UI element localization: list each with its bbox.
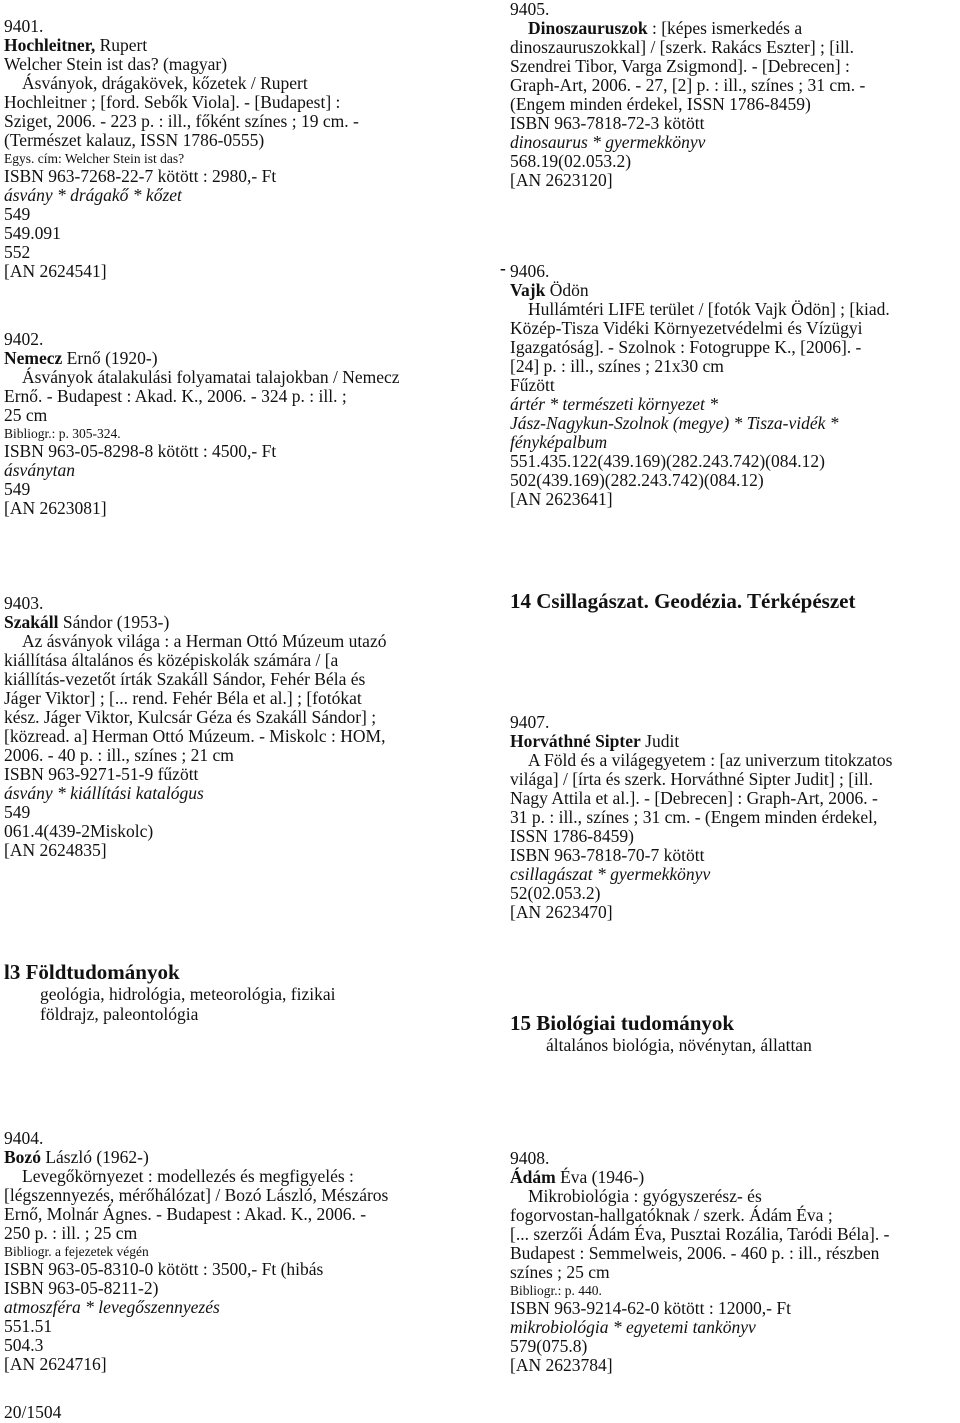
entry-title: Ásványok átalakulási folyamatai talajokban / Nemecz: [22, 367, 400, 387]
entry-author: [510, 281, 890, 300]
entry-isbn: ISBN 963-7268-22-7 kötött : 2980,- Ft: [4, 166, 277, 186]
entry-note: Egys. cím: Welcher Stein ist das?: [4, 151, 185, 166]
entry-title: Ásványok, drágakövek, kőzetek / Rupert: [22, 73, 308, 93]
entry-marker: -: [500, 258, 506, 278]
section-subtitle: geológia, hidrológia, meteorológia, fizikai: [40, 984, 336, 1004]
entry-line: Nagy Attila et al.]. - [Debrecen] : Graph-Art, 2006. -: [510, 788, 878, 808]
entry-line: Szendrei Tibor, Varga Zsigmond]. - [Debrecen] :: [510, 56, 850, 76]
section-subtitle: földrajz, paleontológia: [40, 1004, 199, 1024]
entry-line: fogorvostan-hallgatóknak / szerk. Ádám Éva ;: [510, 1205, 833, 1225]
entry-line: [légszennyezés, mérőhálózat] / Bozó László, Mészáros: [4, 1185, 389, 1205]
entry-subjects: ásványtan: [4, 460, 75, 480]
entry-subjects: atmoszféra * levegőszennyezés: [4, 1297, 220, 1317]
entry-an-number: [AN 2623470]: [510, 902, 613, 922]
entry-line: Welcher Stein ist das? (magyar): [4, 54, 228, 74]
entry-9404: [4, 1129, 388, 1374]
entry-an-number: [AN 2623081]: [4, 498, 107, 518]
author-rest: Rupert: [95, 35, 148, 55]
entry-line: dinoszauruszokkal] / [szerk. Rakács Eszter] ; [ill.: [510, 37, 855, 57]
entry-classification: 549: [4, 802, 31, 822]
entry-an-number: [AN 2623120]: [510, 170, 613, 190]
entry-classification: 061.4(439-2Miskolc): [4, 821, 154, 841]
page-footer: 20/1504: [4, 1402, 62, 1422]
entry-subjects: fényképalbum: [510, 432, 608, 452]
entry-line: Sziget, 2006. - 223 p. : ill., főként színes ; 19 cm. -: [4, 111, 359, 131]
entry-classification: 551.435.122(439.169)(282.243.742)(084.12): [510, 451, 825, 471]
entry-subjects: Jász-Nagykun-Szolnok (megye) * Tisza-vidék *: [510, 413, 839, 433]
entry-number: 9406.: [510, 261, 550, 281]
entry-note: Bibliogr.: p. 305-324.: [4, 426, 121, 441]
entry-classification: 568.19(02.053.2): [510, 151, 632, 171]
entry-classification: 502(439.169)(282.243.742)(084.12): [510, 470, 764, 490]
author-rest: Éva (1946-): [555, 1167, 645, 1187]
entry-isbn: ISBN 963-7818-70-7 kötött: [510, 845, 705, 865]
section-subtitle: általános biológia, növénytan, állattan: [546, 1035, 812, 1055]
entry-an-number: [AN 2623784]: [510, 1355, 613, 1375]
author-rest: Ödön: [545, 280, 589, 300]
entry-subjects: dinosaurus * gyermekkönyv: [510, 132, 706, 152]
entry-an-number: [AN 2624716]: [4, 1354, 107, 1374]
section-14-heading: [510, 589, 855, 613]
author-surname: Ádám: [510, 1167, 556, 1187]
entry-line: kész. Jáger Viktor, Kulcsár Géza és Szakáll Sándor] ;: [4, 707, 377, 727]
entry-title: Mikrobiológia : gyógyszerész- és: [528, 1186, 762, 1206]
entry-author: [510, 732, 892, 751]
entry-title: A Föld és a világegyetem : [az univerzum titokzatos: [528, 750, 893, 770]
author-surname: Bozó: [4, 1147, 41, 1167]
entry-author: [510, 19, 865, 38]
entry-9401: [4, 17, 359, 281]
entry-line: ISSN 1786-8459): [510, 826, 634, 846]
entry-line: Közép-Tisza Vidéki Környezetvédelmi és Vízügyi: [510, 318, 863, 338]
section-13-heading: [4, 960, 335, 1024]
entry-classification: 579(075.8): [510, 1336, 588, 1356]
entry-an-number: [AN 2623641]: [510, 489, 613, 509]
entry-line: Ernő, Molnár Ágnes. - Budapest : Akad. K., 2006. -: [4, 1204, 367, 1224]
entry-isbn: ISBN 963-9214-62-0 kötött : 12000,- Ft: [510, 1298, 791, 1318]
entry-isbn: ISBN 963-05-8211-2): [4, 1278, 159, 1298]
entry-number: 9402.: [4, 329, 44, 349]
entry-9403: [4, 594, 386, 860]
section-15-heading: [510, 1011, 812, 1055]
entry-an-number: [AN 2624541]: [4, 261, 107, 281]
entry-number: 9404.: [4, 1128, 44, 1148]
author-surname: Horváthné Sipter: [510, 731, 641, 751]
entry-subjects: ásvány * drágakő * kőzet: [4, 185, 182, 205]
entry-line: Budapest : Semmelweis, 2006. - 460 p. : ill., részben: [510, 1243, 880, 1263]
author-surname: Nemecz: [4, 348, 63, 368]
entry-line: 31 p. : ill., színes ; 31 cm. - (Engem minden érdekel,: [510, 807, 878, 827]
entry-author: [4, 349, 400, 368]
author-rest: László (1962-): [40, 1147, 149, 1167]
author-surname: Szakáll: [4, 612, 59, 632]
entry-classification: 52(02.053.2): [510, 883, 601, 903]
entry-title: Levegőkörnyezet : modellezés és megfigyelés :: [22, 1166, 354, 1186]
author-rest: Ernő (1920-): [62, 348, 158, 368]
entry-line: [... szerzői Ádám Éva, Pusztai Rozália, Taródi Béla]. -: [510, 1224, 890, 1244]
entry-isbn: ISBN 963-05-8298-8 kötött : 4500,- Ft: [4, 441, 277, 461]
entry-9405: [510, 0, 865, 190]
entry-subjects: ásvány * kiállítási katalógus: [4, 783, 204, 803]
entry-line: [közread. a] Herman Ottó Múzeum. - Miskolc : HOM,: [4, 726, 386, 746]
section-title: 15 Biológiai tudományok: [510, 1011, 735, 1035]
entry-9406: [510, 262, 890, 509]
entry-author: [510, 1168, 889, 1187]
entry-line: színes ; 25 cm: [510, 1262, 610, 1282]
entry-9402: [4, 330, 400, 518]
entry-author: [4, 1148, 388, 1167]
entry-isbn: ISBN 963-7818-72-3 kötött: [510, 113, 705, 133]
entry-line: 250 p. : ill. ; 25 cm: [4, 1223, 138, 1243]
entry-author: [4, 613, 386, 632]
entry-isbn: ISBN 963-05-8310-0 kötött : 3500,- Ft (hibás: [4, 1259, 324, 1279]
entry-isbn: ISBN 963-9271-51-9 fűzött: [4, 764, 199, 784]
entry-subjects: ártér * természeti környezet *: [510, 394, 719, 414]
author-surname: Dinoszauruszok: [528, 18, 648, 38]
entry-classification: 504.3: [4, 1335, 44, 1355]
entry-line: (Természet kalauz, ISSN 1786-0555): [4, 130, 265, 150]
entry-line: 25 cm: [4, 405, 48, 425]
entry-title: Az ásványok világa : a Herman Ottó Múzeum utazó: [22, 631, 387, 651]
entry-classification: 551.51: [4, 1316, 53, 1336]
entry-classification: 549: [4, 479, 31, 499]
section-title: l3 Földtudományok: [4, 960, 180, 984]
entry-9407: [510, 713, 892, 922]
author-rest: : [képes ismerkedés a: [647, 18, 803, 38]
entry-note: Bibliogr. a fejezetek végén: [4, 1244, 149, 1259]
entry-note: Bibliogr.: p. 440.: [510, 1283, 602, 1298]
entry-line: Igazgatóság]. - Szolnok : Fotogruppe K., [2006]. -: [510, 337, 862, 357]
entry-number: 9403.: [4, 593, 44, 613]
entry-number: 9405.: [510, 0, 550, 19]
author-surname: Hochleitner,: [4, 35, 96, 55]
entry-classification: 549: [4, 204, 31, 224]
author-rest: Sándor (1953-): [58, 612, 170, 632]
entry-classification: 549.091: [4, 223, 61, 243]
entry-author: [4, 36, 359, 55]
entry-an-number: [AN 2624835]: [4, 840, 107, 860]
entry-line: kiállítása általános és középiskolák számára / [a: [4, 650, 339, 670]
entry-line: világa] / [írta és szerk. Horváthné Sipter Judit] ; [ill.: [510, 769, 874, 789]
entry-binding: Fűzött: [510, 375, 555, 395]
entry-line: 2006. - 40 p. : ill., színes ; 21 cm: [4, 745, 234, 765]
entry-number: 9407.: [510, 712, 550, 732]
entry-line: [24] p. : ill., színes ; 21x30 cm: [510, 356, 724, 376]
entry-line: Jáger Viktor] ; [... rend. Fehér Béla et al.] ; [fotókat: [4, 688, 362, 708]
author-rest: Judit: [640, 731, 680, 751]
entry-subjects: mikrobiológia * egyetemi tankönyv: [510, 1317, 756, 1337]
entry-title: Hullámtéri LIFE terület / [fotók Vajk Ödön] ; [kiad.: [528, 299, 890, 319]
entry-9408: [510, 1149, 889, 1375]
entry-line: Hochleitner ; [ford. Sebők Viola]. - [Budapest] :: [4, 92, 341, 112]
entry-line: Graph-Art, 2006. - 27, [2] p. : ill., színes ; 31 cm. -: [510, 75, 866, 95]
entry-subjects: csillagászat * gyermekkönyv: [510, 864, 711, 884]
entry-number: 9401.: [4, 16, 44, 36]
author-surname: Vajk: [510, 280, 546, 300]
entry-classification: 552: [4, 242, 31, 262]
entry-number: 9408.: [510, 1148, 550, 1168]
entry-line: (Engem minden érdekel, ISSN 1786-8459): [510, 94, 811, 114]
entry-line: Ernő. - Budapest : Akad. K., 2006. - 324 p. : ill. ;: [4, 386, 347, 406]
entry-line: kiállítás-vezetőt írták Szakáll Sándor, Fehér Béla és: [4, 669, 366, 689]
section-title: 14 Csillagászat. Geodézia. Térképészet: [510, 589, 856, 613]
